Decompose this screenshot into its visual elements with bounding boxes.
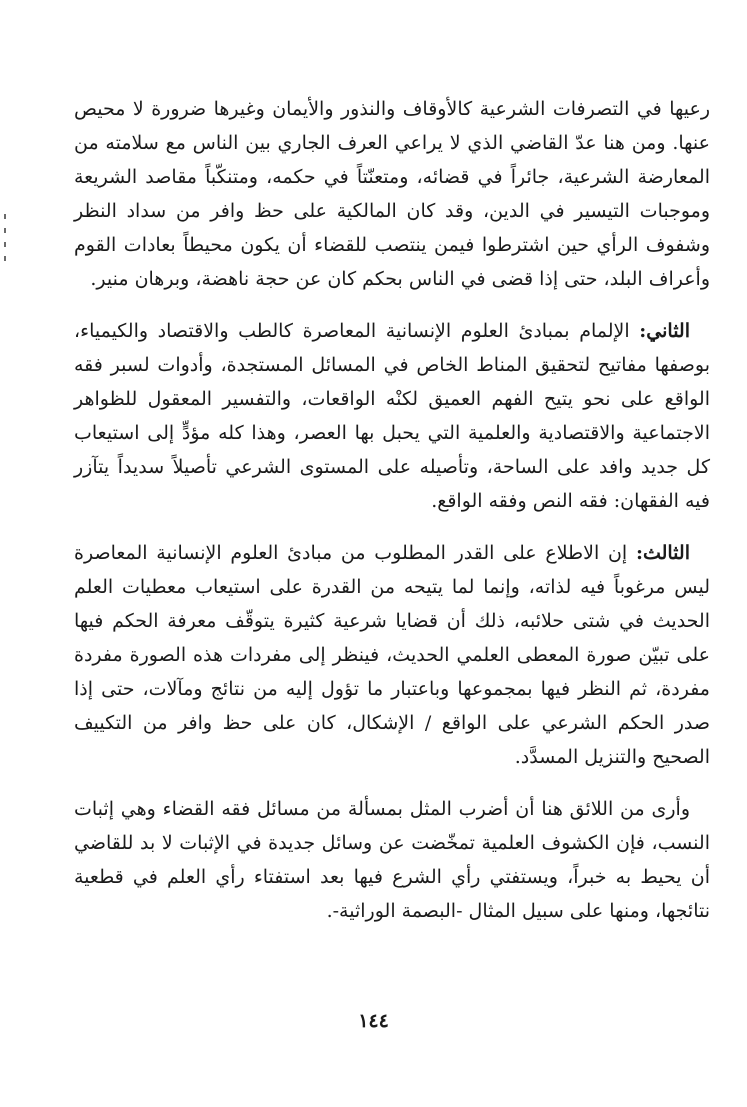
- paragraph-label: الثاني:: [639, 320, 690, 342]
- edge-marks: [3, 214, 6, 274]
- paragraph-example: [74, 792, 710, 928]
- paragraph-text: وأرى من اللائق هنا أن أضرب المثل بمسألة من مسائل فقه القضاء وهي إثبات النسب، فإن الكشوف العلمية تمخّضت عن وسائل جديدة في الإثبات لا بد للقاضي أن يحيط به خبراً، ويستفتي رأي الشرع فيها بعد استفتاء رأي العلم في قطعية نتائجها، ومنها على سبيل المثال -البصمة الوراثية-.: [74, 798, 710, 922]
- paragraph-text: الإلمام بمبادئ العلوم الإنسانية المعاصرة كالطب والاقتصاد والكيمياء، بوصفها مفاتيح لتحقيق المناط الخاص في المسائل المستجدة، وأدوات لسبر فقه الواقع على نحو يتيح الفهم العميق لكنْه الواقعات، والتفسير المعقول للظواهر الاجتماعية والاقتصادية والعلمية التي يحبل بها العصر، وهذا كله مؤدٍّ إلى استيعاب كل جديد وافد على الساحة، وتأصيله على المستوى الشرعي تأصيلاً سديداً يتآزر فيه الفقهان: فقه النص وفقه الواقع.: [74, 320, 710, 512]
- paragraph-second: [74, 314, 710, 518]
- edge-mark: [4, 242, 6, 247]
- paragraph-text: رعيها في التصرفات الشرعية كالأوقاف والنذور والأيمان وغيرها ضرورة لا محيص عنها. ومن هنا عدّ القاضي الذي لا يراعي العرف الجاري بين الناس مع سلامته من المعارضة الشرعية، جائراً في قضائه، ومتعنّتاً في حكمه، ومتنكّباً مقاصد الشريعة وموجبات التيسير في الدين، وقد كان المالكية على حظ وافر من سداد النظر وشفوف الرأي حين اشترطوا فيمن ينتصب للقضاء أن يكون محيطاً بعادات القوم وأعراف البلد، حتى إذا قضى في الناس بحكم كان عن حجة ناهضة، وبرهان منير.: [74, 98, 710, 290]
- paragraph-continuation: [74, 92, 710, 296]
- body-text: [74, 92, 710, 928]
- paragraph-third: [74, 536, 710, 774]
- edge-mark: [4, 228, 6, 233]
- edge-mark: [4, 214, 6, 219]
- page-number: ١٤٤: [358, 1010, 389, 1032]
- paragraph-text: إن الاطلاع على القدر المطلوب من مبادئ العلوم الإنسانية المعاصرة ليس مرغوباً فيه لذاته، وإنما لما يتيحه من القدرة على استيعاب معطيات العلم الحديث في شتى حلائبه، ذلك أن قضايا شرعية كثيرة يتوقّف معرفة الحكم فيها على تبيّن صورة المعطى العلمي الحديث، فينظر إلى مفردات هذه الصورة مفردة مفردة، ثم النظر فيها بمجموعها وباعتبار ما تؤول إليه من نتائج ومآلات، حتى إذا صدر الحكم الشرعي على الواقع / الإشكال، كان على حظ وافر من التكييف الصحيح والتنزيل المسدَّد.: [74, 542, 711, 768]
- paragraph-label: الثالث:: [635, 542, 690, 564]
- edge-mark: [4, 256, 6, 261]
